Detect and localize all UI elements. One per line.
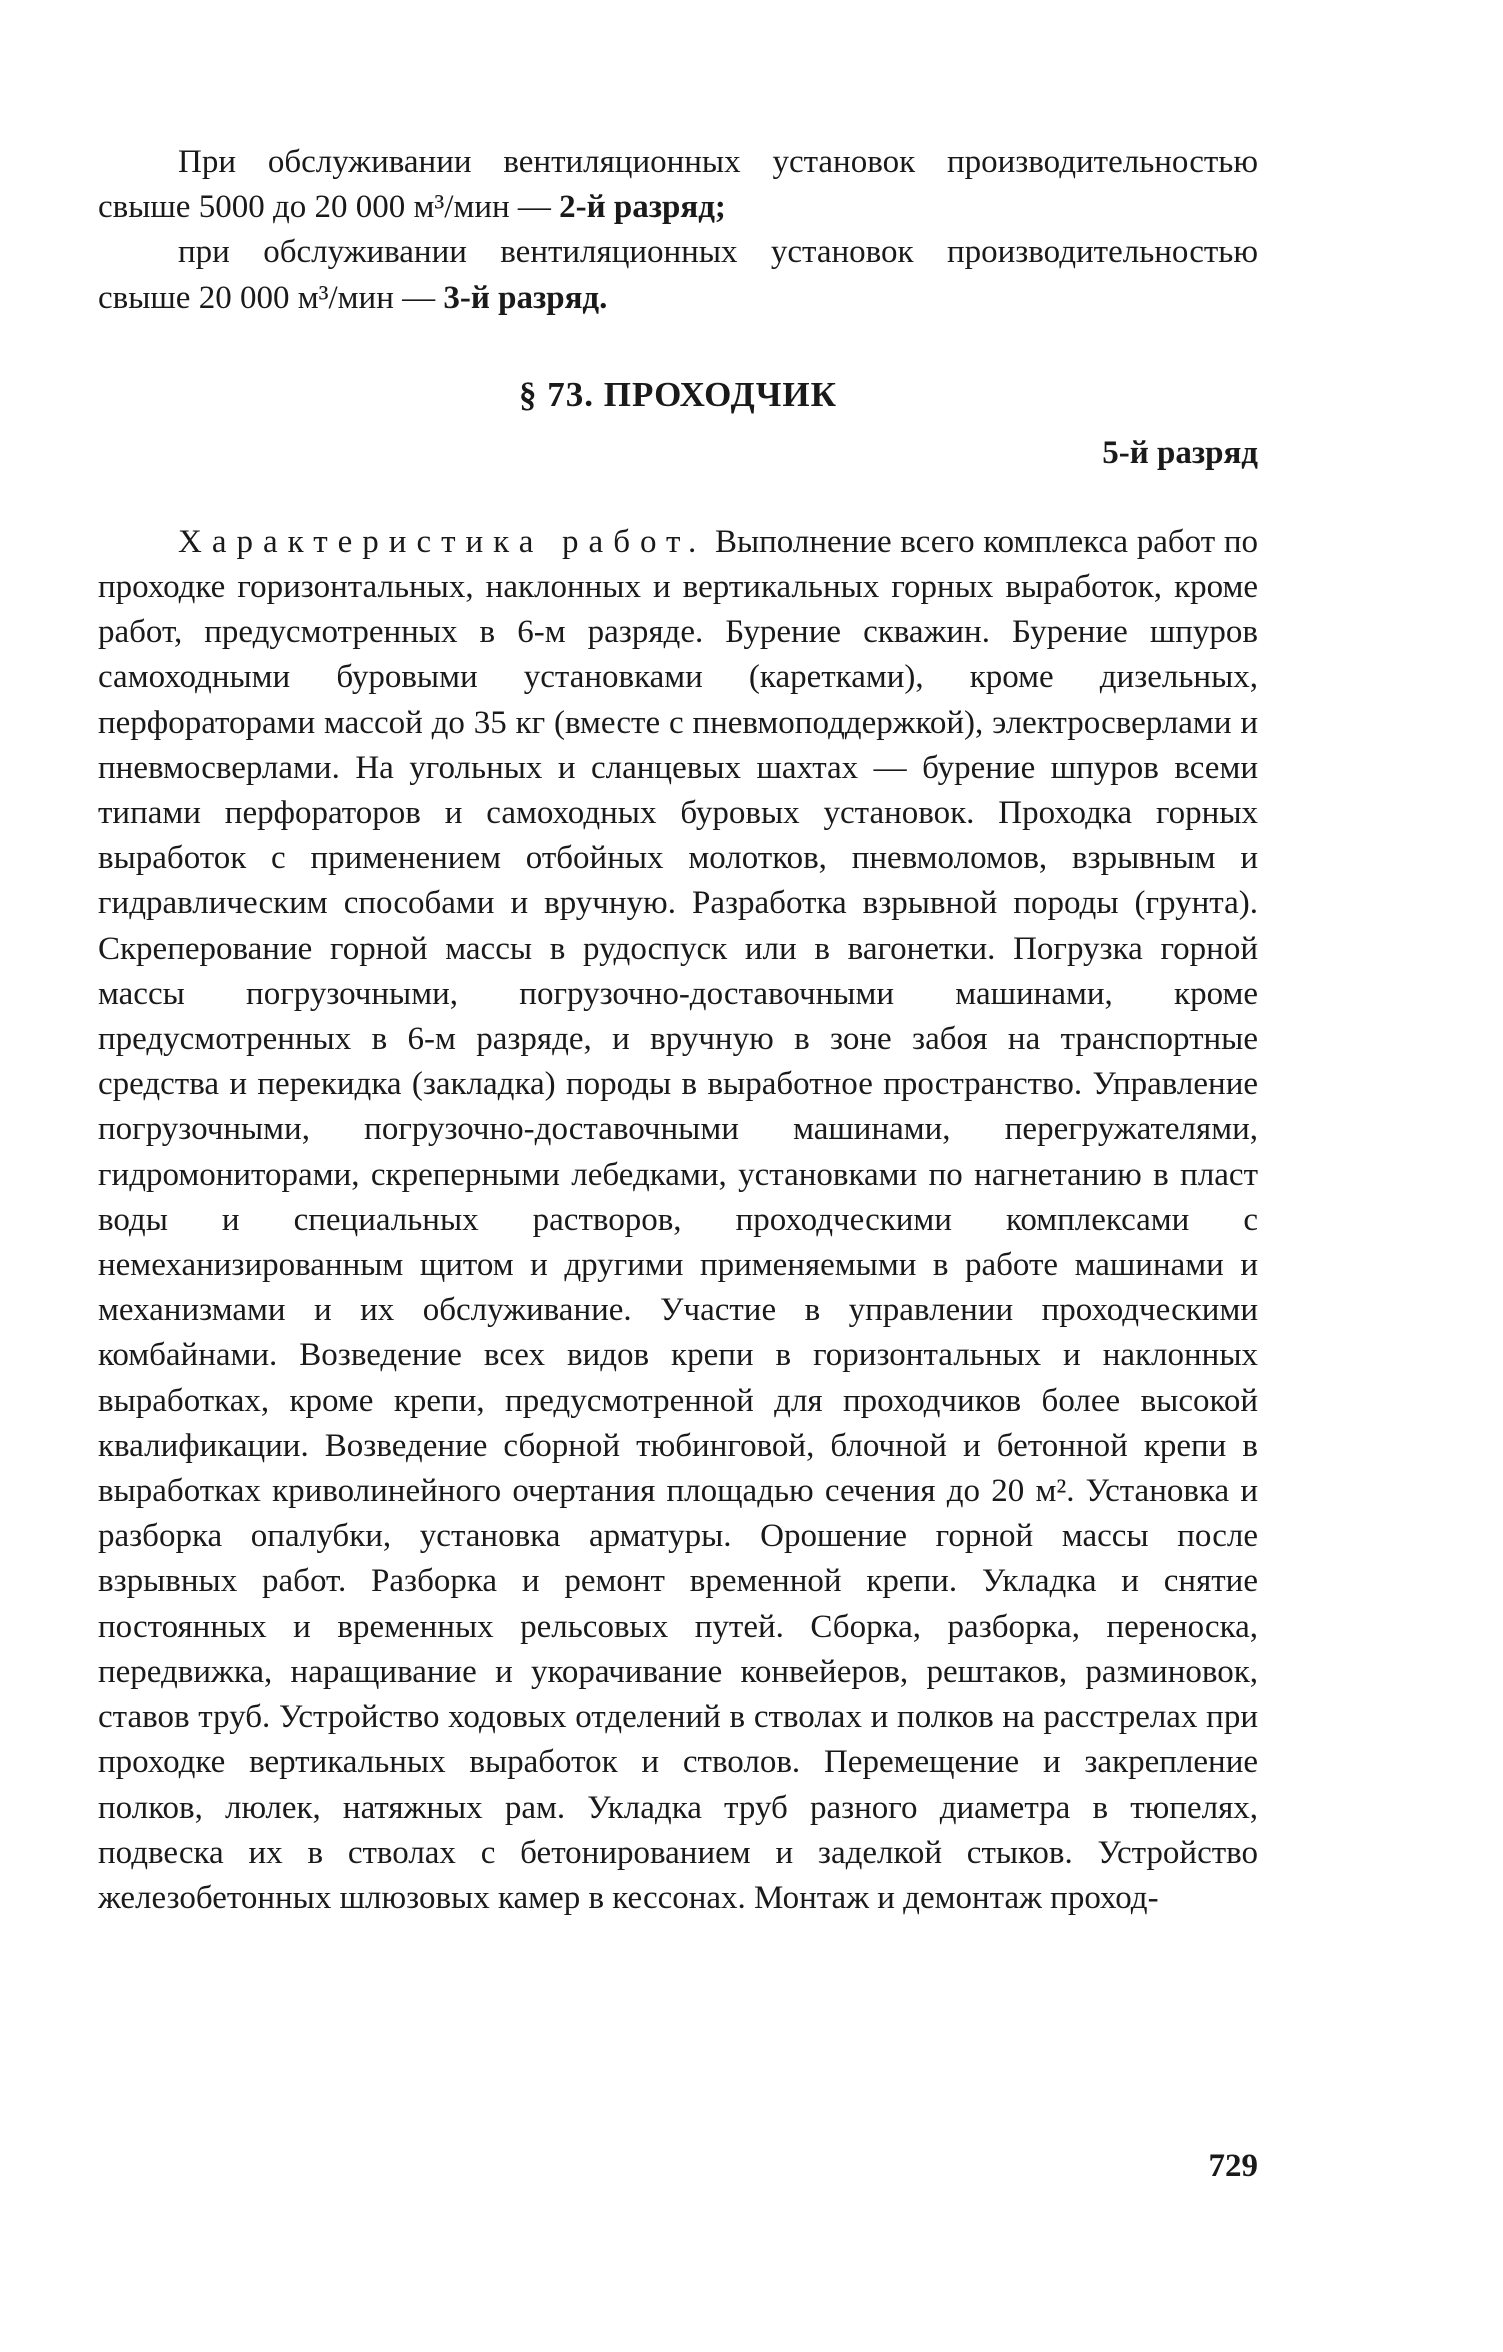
intro-paragraph-1-text: При обслуживании вентиляционных установок производительностью свыше 5000 до 20 000 м³/мин —	[98, 144, 1258, 226]
section-title: § 73. ПРОХОДЧИК	[519, 374, 837, 414]
intro-paragraph-2-text: при обслуживании вентиляционных установок производительностью свыше 20 000 м³/мин —	[98, 234, 1258, 316]
intro-paragraph-1	[98, 140, 1258, 230]
section-body-text: Выполнение всего комплекса работ по проходке горизонтальных, наклонных и вертикальных горных выработок, кроме работ, предусмотренных в 6-м разряде. Бурение скважин. Бурение шпуров самоходными буровыми установками (каретками), кроме дизельных, перфораторами массой до 35 кг (вместе с пневмоподдержкой), электросверлами и пневмосверлами. На угольных и сланцевых шахтах — бурение шпуров всеми типами перфораторов и самоходных буровых установок. Проходка горных выработок с применением отбойных молотков, пневмоломов, взрывным и гидравлическим способами и вручную. Разработка взрывной породы (грунта). Скреперование горной массы в рудоспуск или в вагонетки. Погрузка горной массы погрузочными, погрузочно-доставочными машинами, кроме предусмотренных в 6-м разряде, и вручную в зоне забоя на транспортные средства и перекидка (закладка) породы в выработное пространство. Управление погрузочными, погрузочно-доставочными машинами, перегружателями, гидромониторами, скреперными лебедками, установками по нагнетанию в пласт воды и специальных растворов, проходческими комплексами с немеханизированным щитом и другими применяемыми в работе машинами и механизмами и их обслуживание. Участие в управлении проходческими комбайнами. Возведение всех видов крепи в горизонтальных и наклонных выработках, кроме крепи, предусмотренной для проходчиков более высокой квалификации. Возведение сборной тюбинговой, блочной и бетонной крепи в выработках криволинейного очертания площадью сечения до 20 м². Установка и разборка опалубки, установка арматуры. Орошение горной массы после взрывных работ. Разборка и ремонт временной крепи. Укладка и снятие постоянных и временных рельсовых путей. Сборка, разборка, переноска, передвижка, наращивание и укорачивание конвейеров, рештаков, разминовок, ставов труб. Устройство ходовых отделений в стволах и полков на расстрелах при проходке вертикальных выработок и стволов. Перемещение и закрепление полков, люлек, натяжных рам. Укладка труб разного диаметра в тюпелях, подвеска их в стволах с бетонированием и заделкой стыков. Устройство железобетонных шлюзовых камер в кессонах. Монтаж и демонтаж проход-	[98, 523, 1259, 1916]
intro-paragraph-2-grade: 3-й разряд.	[443, 279, 608, 316]
section-grade: 5-й разряд	[1102, 434, 1258, 471]
intro-paragraph-1-grade: 2-й разряд;	[559, 189, 726, 226]
section-body-block	[98, 520, 1258, 1921]
section-body-paragraph	[98, 520, 1258, 1921]
intro-paragraph-2	[98, 230, 1258, 320]
page-number: 729	[1208, 2148, 1258, 2184]
document-page	[98, 140, 1258, 1921]
section-lead: Характеристика работ.	[178, 523, 707, 560]
